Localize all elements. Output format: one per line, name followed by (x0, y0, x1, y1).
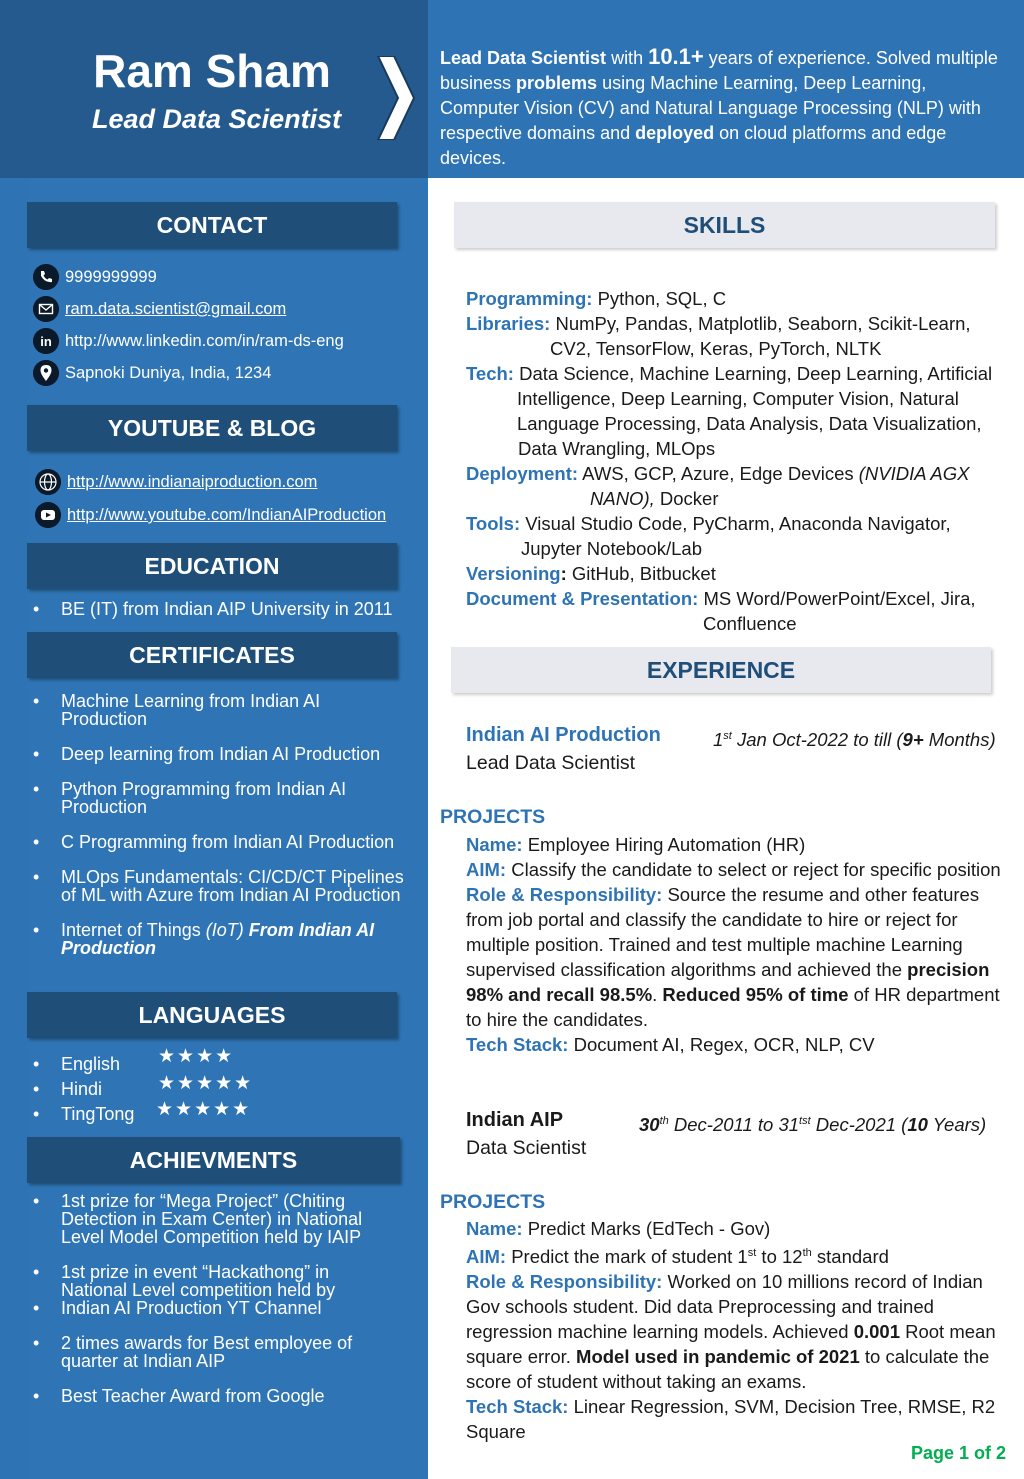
job-2-dates: 30th Dec-2011 to $31^{tst}$ Dec-2021 (10 Years) (639, 1114, 987, 1136)
phone-icon (33, 264, 59, 290)
skills-list: Programming: Python, SQL, C Libraries: NumPy, Pandas, Matplotlib, Seaborn, Scikit-Learn, CV2, TensorFlow, Keras, PyTorch, NLTK Tech: Data Science, Machine Learning, Deep Learning, Artificial Intelligence, Deep Learning, Computer Vision, Natural Language Processing, Data Analysis, Data Visualization, Data Wrangling, MLOps Deployment: AWS, GCP, Azure, Edge Devices (NVIDIA AGX NANO), Docker Tools: Visual Studio Code, PyCharm, Anaconda Navigator, Jupyter Notebook/Lab Versioning: GitHub, Bitbucket Document & Presentation: MS Word/PowerPoint/Excel, Jira, Confluence (466, 286, 1016, 636)
education-list (33, 600, 423, 618)
contact-heading: CONTACT (27, 202, 397, 248)
skill-row-versioning: Versioning: GitHub, Bitbucket (466, 563, 716, 584)
list-item: • Best Teacher Award from Google (33, 1387, 423, 1405)
language-hindi: • Hindi (33, 1077, 423, 1102)
languages-heading: LANGUAGES (27, 992, 397, 1038)
education-heading: EDUCATION (27, 543, 397, 589)
list-item: • Machine Learning from Indian AI Production (33, 692, 351, 728)
list-item: • 1st prize for “Mega Project” (Chiting Detection in Exam Center) in National Level Model Competition held by IAIP (33, 1192, 391, 1246)
profile-summary: Lead Data Scientist with 10.1+ years of experience. Solved multiple business problems using Machine Learning, Deep Learning, Computer Vision (CV) and Natural Language Processing (NLP) with respective domains and deployed on cloud platforms and edge devices. (440, 44, 998, 168)
achievements-list (33, 1192, 423, 1405)
list-item: • 2 times awards for Best employee of quarter at Indian AIP (33, 1334, 381, 1370)
list-item: • Indian AI Production YT Channel (33, 1299, 423, 1317)
youtube-blog-heading: YOUTUBE & BLOG (27, 405, 397, 451)
linkedin-icon (33, 328, 59, 354)
youtube-icon (35, 502, 61, 528)
job-1-project: Name: Employee Hiring Automation (HR) AIM: Classify the candidate to select or reject for specific position Role & Responsibility: Source the resume and other features from job portal and classify the candidate to hire or reject for multiple position. Trained and test multiple machine Learning supervised classification algorithms and achieved the precision 98% and recall 98.5%. Reduced 95% of time of HR department to hire the candidates. Tech Stack: Document AI, Regex, OCR, NLP, CV (466, 834, 1001, 1055)
skill-row-tech: Tech: Data Science, Machine Learning, Deep Learning, Artificial (466, 363, 993, 384)
job-1-role: Lead Data Scientist (466, 752, 636, 774)
job-2-company: Indian AIP (466, 1109, 564, 1131)
language-english: • English (33, 1052, 423, 1077)
job-2-project: Name: Predict Marks (EdTech - Gov) AIM: Predict the mark of student 1st to 12th standard Role & Responsibility: Worked on 10 millions record of Indian Gov schools student. Did data Preprocessing and trained regression machine learning models. Achieved 0.001 Root mean square error. Model used in pandemic of 2021 to calculate the score of student without taking an exams. Tech Stack: Linear Regression, SVM, Decision Tree, RMSE, R2 Square (466, 1218, 996, 1443)
achievements-heading: ACHIEVMENTS (27, 1137, 400, 1183)
list-item: • Internet of Things (IoT) From Indian AI Production (33, 921, 401, 957)
job-1-projects-label: PROJECTS (440, 806, 546, 828)
page-number: Page 1 of 2 (910, 1443, 1006, 1463)
certificates-list (33, 692, 423, 957)
job-1-dates: 1st Jan Oct-2022 to till (9+ Months) (713, 729, 996, 751)
job-1-company: Indian AI Production (466, 724, 661, 746)
experience-heading: EXPERIENCE (451, 647, 991, 693)
skills-heading: SKILLS (454, 202, 995, 248)
skill-row-tools: Tools: Visual Studio Code, PyCharm, Anaconda Navigator, (466, 513, 951, 534)
location-pin-icon (33, 360, 59, 386)
rating-stars-tingtong: ★★★★★ (156, 1099, 252, 1120)
skill-row-documents: Document & Presentation: MS Word/PowerPoint/Excel, Jira, (466, 588, 976, 609)
skill-row-libraries: Libraries: NumPy, Pandas, Matplotlib, Seaborn, Scikit-Learn, (466, 313, 971, 334)
chevron-right-icon (372, 56, 418, 140)
candidate-name: Ram Sham (93, 45, 331, 97)
skill-row-programming: Programming: Python, SQL, C (466, 288, 727, 309)
job-2-role: Data Scientist (466, 1137, 587, 1159)
candidate-title: Lead Data Scientist (92, 104, 342, 134)
list-item: • BE (IT) from Indian AIP University in 2011 (33, 600, 423, 618)
language-tingtong: • TingTong (33, 1102, 423, 1127)
list-item: • Deep learning from Indian AI Production (33, 745, 423, 763)
list-item: • 1st prize in event “Hackathong” in National Level competition held by (33, 1263, 371, 1299)
skill-row-deployment: Deployment: AWS, GCP, Azure, Edge Devices (NVIDIA AGX (466, 463, 970, 484)
email-icon (33, 296, 59, 322)
job-2-projects-label: PROJECTS (440, 1191, 546, 1213)
rating-stars-english: ★★★★ (158, 1046, 235, 1067)
list-item: • MLOps Fundamentals: CI/CD/CT Pipelines of ML with Azure from Indian AI Production (33, 868, 421, 904)
svg-text:in: in (40, 334, 52, 349)
list-item: • C Programming from Indian AI Production (33, 833, 423, 851)
list-item: • Python Programming from Indian AI Production (33, 780, 381, 816)
certificates-heading: CERTIFICATES (27, 632, 397, 678)
rating-stars-hindi: ★★★★★ (158, 1073, 254, 1094)
globe-icon (35, 469, 61, 495)
